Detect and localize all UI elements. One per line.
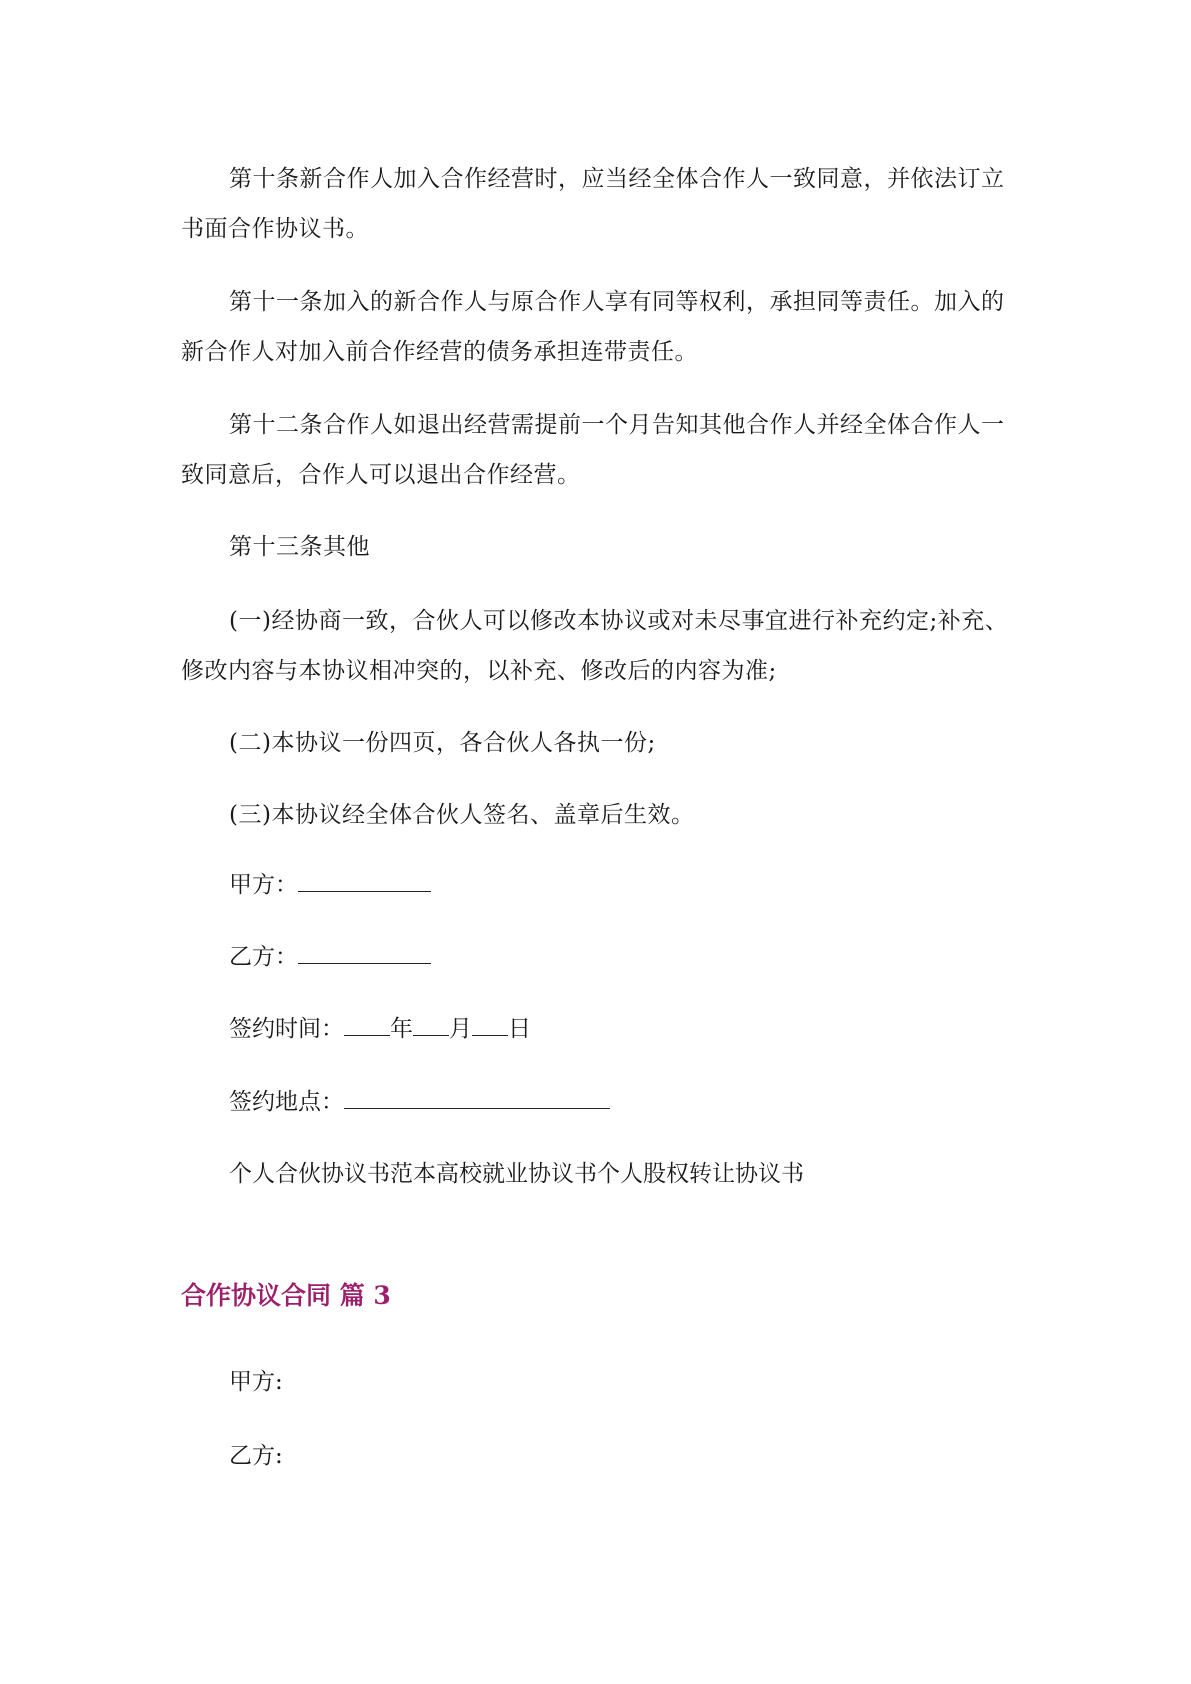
day-blank	[472, 1013, 508, 1036]
year-label: 年	[390, 1016, 413, 1042]
place-blank	[344, 1086, 610, 1109]
section-3-party-b: 乙方:	[229, 1443, 283, 1469]
sign-place-line	[229, 1086, 610, 1118]
clause-13: 第十三条其他	[229, 534, 370, 560]
day-label: 日	[508, 1016, 531, 1042]
party-a-signature-line	[229, 869, 431, 901]
sign-date-label: 签约时间：	[229, 1016, 344, 1042]
year-blank	[344, 1013, 390, 1036]
clause-11: 第十一条加入的新合作人与原合作人享有同等权利，承担同等责任。加入的新合作人对加入前合作经营的债务承担连带责任。	[181, 289, 1005, 365]
clause-10: 第十条新合作人加入合作经营时，应当经全体合作人一致同意，并依法订立书面合作协议书。	[181, 166, 1005, 242]
party-a-blank	[298, 869, 431, 892]
party-b-blank	[298, 941, 431, 964]
sign-date-line	[229, 1013, 531, 1045]
month-blank	[413, 1013, 449, 1036]
section-3-heading: 合作协议合同 篇 3	[181, 1281, 391, 1310]
related-links[interactable]: 个人合伙协议书范本高校就业协议书个人股权转让协议书	[229, 1161, 804, 1187]
clause-12: 第十二条合作人如退出经营需提前一个月告知其他合作人并经全体合作人一致同意后，合作人可以退出合作经营。	[181, 412, 1005, 488]
month-label: 月	[449, 1016, 472, 1042]
sign-place-label: 签约地点：	[229, 1089, 344, 1115]
other-item-2: (二)本协议一份四页，各合伙人各执一份;	[229, 730, 656, 756]
section-3-party-a: 甲方:	[229, 1369, 283, 1395]
other-item-3: (三)本协议经全体合伙人签名、盖章后生效。	[229, 802, 695, 828]
party-b-label: 乙方：	[229, 944, 298, 970]
party-b-signature-line	[229, 941, 431, 973]
party-a-label: 甲方：	[229, 872, 298, 898]
other-item-1: (一)经协商一致，合伙人可以修改本协议或对未尽事宜进行补充约定;补充、修改内容与本协议相冲突的，以补充、修改后的内容为准;	[181, 608, 1009, 684]
